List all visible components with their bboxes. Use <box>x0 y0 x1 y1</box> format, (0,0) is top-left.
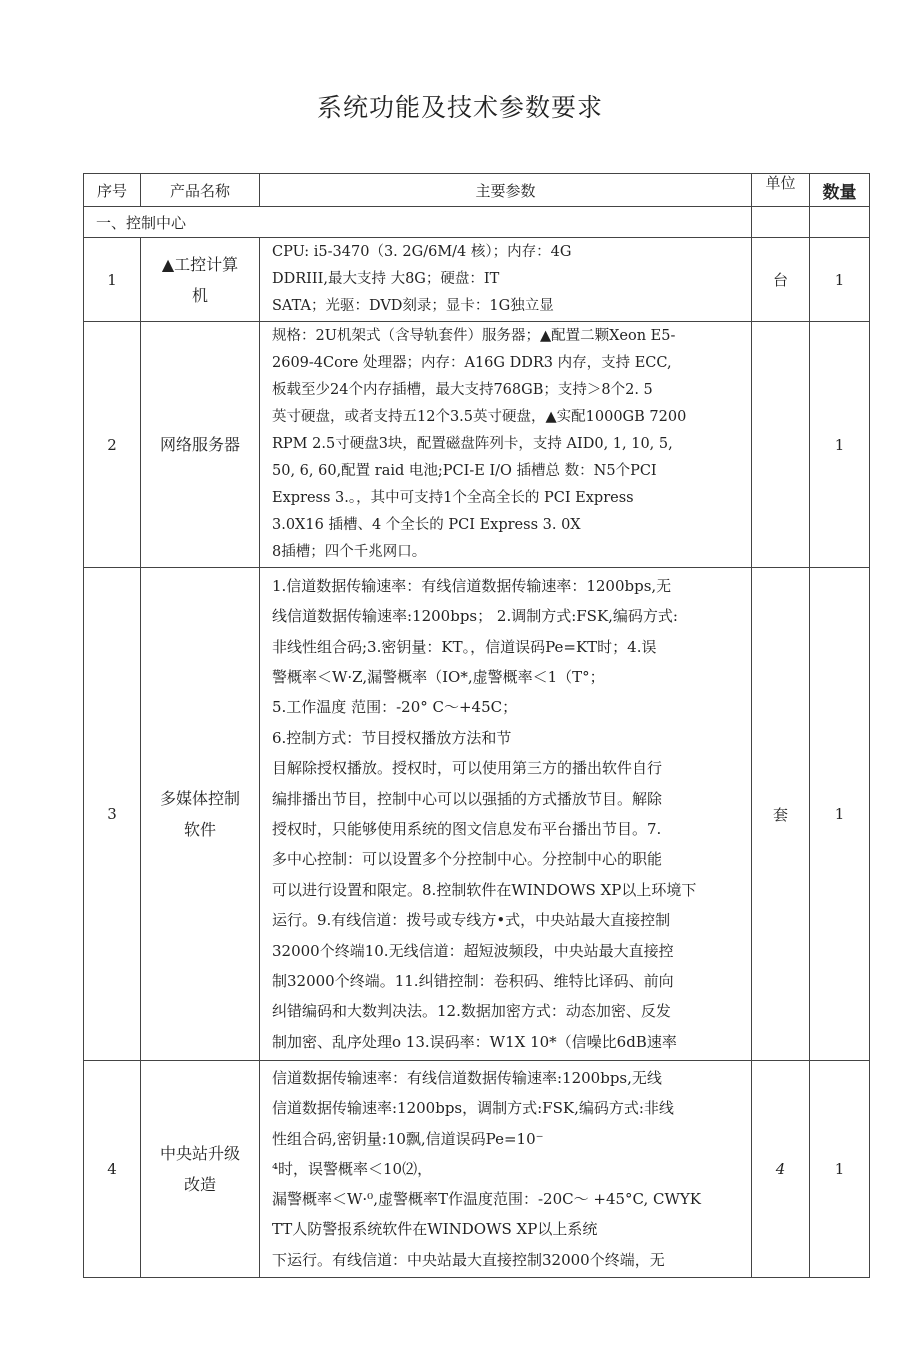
unit-cell: 4 <box>752 1061 810 1278</box>
params-cell: 规格：2U机架式（含导轨套件）服务器；▲配置二颗Xeon E5- 2609-4Core 处理器；内存：A16G DDR3 内存，支持 ECC, 板载至少24个内存插槽，最大支持768GB；支持＞8个2. 5 英寸硬盘，或者支持五12个3.5英寸硬盘，▲实配1000GB 7200 RPM 2.5寸硬盘3块，配置磁盘阵列卡，支持 AID0, 1, 10, 5, 50, 6, 60,配置 raid 电池;PCI-E I/O 插槽总 数：N5个PCI Express 3.。，其中可支持1个全高全长的 PCI Express 3.0X16 插槽、4 个全长的 PCI Express 3. 0X 8插槽；四个千兆网口。 <box>260 322 752 568</box>
row-no: 4 <box>84 1061 141 1278</box>
params-cell: 1.信道数据传输速率：有线信道数据传输速率：1200bps,无 线信道数据传输速率:1200bps； 2.调制方式:FSK,编码方式: 非线性组合码;3.密钥量：KT。，信道误码Pe=KT时；4.误 警概率＜W·Z,漏警概率（IO*,虚警概率＜1（T°； 5.工作温度 范围：-20° C～+45C； 6.控制方式：节目授权播放方法和节 目解除授权播放。授权时，可以使用第三方的播出软件自行 编排播出节目，控制中心可以以强插的方式播放节目。解除 授权时，只能够使用系统的图文信息发布平台播出节目。7. 多中心控制：可以设置多个分控制中心。分控制中心的职能 可以进行设置和限定。8.控制软件在WINDOWS XP以上环境下 运行。9.有线信道：拨号或专线方•式，中央站最大直接控制 32000个终端10.无线信道：超短波频段，中央站最大直接控 制32000个终端。11.纠错控制：卷积码、维特比译码、前向 纠错编码和大数判决法。12.数据加密方式：动态加密、反发 制加密、乱序处理o 13.误码率：W1X 10*（信噪比6dB速率 <box>260 568 752 1061</box>
row-no: 1 <box>84 238 141 322</box>
qty-cell: 1 <box>810 238 870 322</box>
header-name: 产品名称 <box>141 174 260 207</box>
params-cell: CPU: i5-3470（3. 2G/6M/4 核）；内存：4G DDRIII,最大支持 大8G；硬盘：IT SATA；光驱：DVD刻录；显卡：1G独立显 <box>260 238 752 322</box>
table-row <box>84 568 870 1061</box>
table-row <box>84 238 870 322</box>
section-row <box>84 207 870 238</box>
header-unit: 单位 <box>752 174 810 207</box>
qty-cell: 1 <box>810 568 870 1061</box>
qty-cell: 1 <box>810 1061 870 1278</box>
product-name: 网络服务器 <box>141 322 260 568</box>
table-row <box>84 322 870 568</box>
header-row <box>84 174 870 207</box>
header-no: 序号 <box>84 174 141 207</box>
spec-table <box>83 173 870 1278</box>
product-name: 中央站升级改造 <box>141 1061 260 1278</box>
product-name: 多媒体控制软件 <box>141 568 260 1061</box>
unit-cell: 台 <box>752 238 810 322</box>
params-cell: 信道数据传输速率：有线信道数据传输速率:1200bps,无线 信道数据传输速率:1200bps，调制方式:FSK,编码方式:非线 性组合码,密钥量:10飘,信道误码Pe=10⁻ ⁴时，误警概率＜10⑵， 漏警概率＜W·⁰,虚警概率T作温度范围：-20C～ +45°C, CWYK TT人防警报系统软件在WINDOWS XP以上系统 下运行。有线信道：中央站最大直接控制32000个终端，无 <box>260 1061 752 1278</box>
row-no: 3 <box>84 568 141 1061</box>
page-title: 系统功能及技术参数要求 <box>316 93 603 122</box>
table-row <box>84 1061 870 1278</box>
qty-cell: 1 <box>810 322 870 568</box>
section-label: 一、控制中心 <box>84 207 752 238</box>
row-no: 2 <box>84 322 141 568</box>
product-name: ▲工控计算机 <box>141 238 260 322</box>
unit-cell: 套 <box>752 568 810 1061</box>
unit-cell <box>752 322 810 568</box>
header-params: 主要参数 <box>260 174 752 207</box>
header-qty: 数量 <box>810 174 870 207</box>
